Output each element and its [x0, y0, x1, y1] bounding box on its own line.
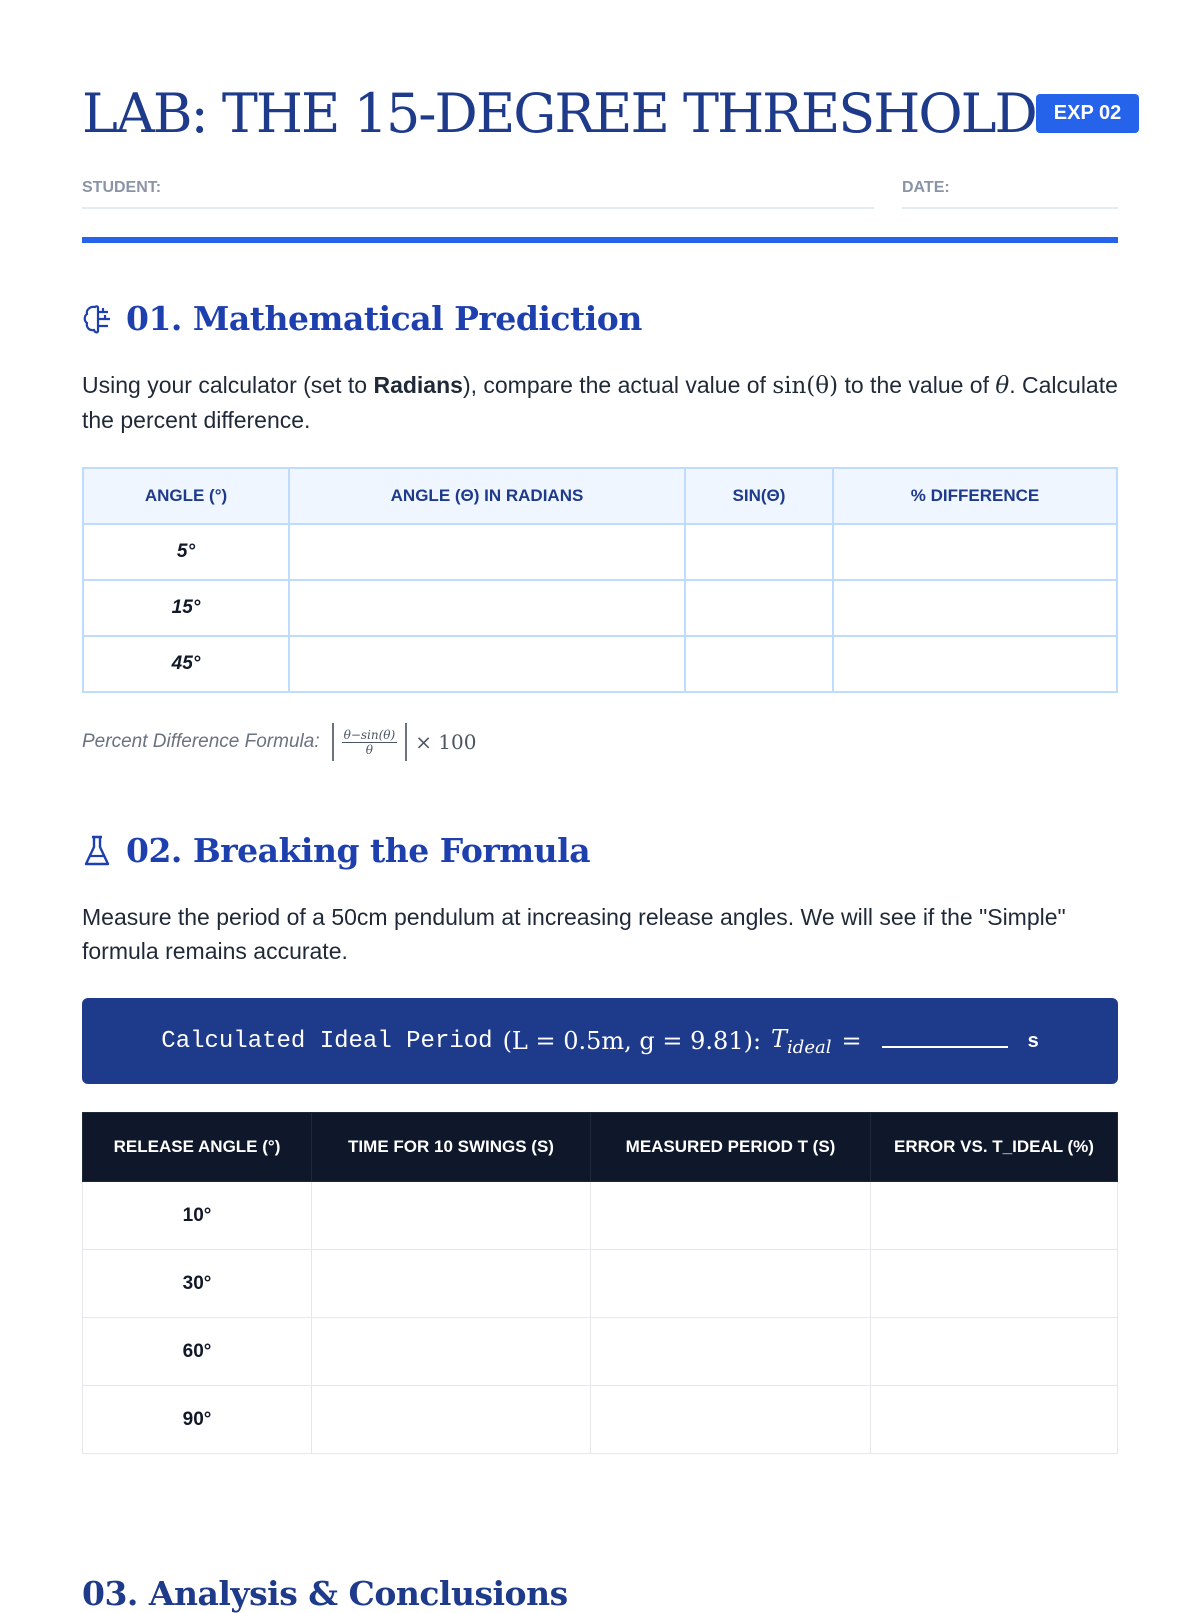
input-cell[interactable]: [289, 580, 685, 636]
input-cell[interactable]: [591, 1250, 871, 1318]
input-cell[interactable]: [591, 1386, 871, 1454]
col-measured-period: MEASURED PERIOD T (S): [591, 1113, 871, 1182]
banner-variable: [771, 1025, 831, 1058]
table-row: [83, 524, 1117, 580]
input-cell[interactable]: [591, 1318, 871, 1386]
table-header-row: [83, 1113, 1118, 1182]
section-3-title: 03. Analysis & Conclusions: [82, 1574, 568, 1613]
formula-abs: [332, 723, 408, 761]
math-theta: θ: [995, 373, 1010, 399]
col-error: ERROR VS. T_IDEAL (%): [871, 1113, 1118, 1182]
prediction-table: [82, 467, 1118, 693]
section-1-intro: [82, 368, 1118, 437]
measurement-table: [82, 1112, 1118, 1454]
student-field[interactable]: STUDENT:: [82, 179, 874, 209]
formula-fraction: [342, 728, 398, 757]
intro-text: to the value of: [838, 372, 996, 398]
angle-cell: 15°: [83, 580, 289, 636]
header-divider: [82, 237, 1118, 243]
input-cell[interactable]: [833, 636, 1117, 692]
section-2-intro: Measure the period of a 50cm pendulum at increasing release angles. We will see if the "Simple" formula remains accurate.: [82, 904, 1066, 964]
input-cell[interactable]: [685, 580, 833, 636]
input-cell[interactable]: [289, 636, 685, 692]
angle-cell: 60°: [83, 1318, 312, 1386]
input-cell[interactable]: [312, 1182, 591, 1250]
col-angle-deg: ANGLE (°): [83, 468, 289, 524]
ideal-period-banner: [82, 998, 1118, 1084]
intro-text: ), compare the actual value of: [462, 372, 773, 398]
formula-label: Percent Difference Formula:: [82, 731, 320, 752]
table-row: [83, 1182, 1118, 1250]
table-row: [83, 1318, 1118, 1386]
ideal-period-blank[interactable]: [882, 1046, 1008, 1048]
angle-cell: 5°: [83, 524, 289, 580]
experiment-badge: EXP 02: [1036, 94, 1139, 133]
section-3-header: [82, 1574, 1118, 1613]
header: [82, 0, 1122, 145]
table-row: [83, 1386, 1118, 1454]
banner-sub: ideal: [787, 1036, 832, 1058]
input-cell[interactable]: [871, 1182, 1118, 1250]
col-angle-rad: ANGLE (Θ) IN RADIANS: [289, 468, 685, 524]
col-release-angle: RELEASE ANGLE (°): [83, 1113, 312, 1182]
input-cell[interactable]: [591, 1182, 871, 1250]
table-row: [83, 636, 1117, 692]
banner-params: (L = 0.5m, g = 9.81):: [502, 1027, 762, 1055]
input-cell[interactable]: [685, 524, 833, 580]
brain-icon: [82, 302, 112, 336]
flask-icon: [82, 834, 112, 868]
input-cell[interactable]: [833, 580, 1117, 636]
col-time-10: TIME FOR 10 SWINGS (S): [312, 1113, 591, 1182]
date-field[interactable]: DATE:: [902, 179, 1118, 209]
banner-equals: =: [841, 1027, 862, 1055]
input-cell[interactable]: [312, 1250, 591, 1318]
table-row: [83, 580, 1117, 636]
intro-text: Using your calculator (set to: [82, 372, 374, 398]
input-cell[interactable]: [685, 636, 833, 692]
banner-label: Calculated Ideal Period: [161, 1027, 493, 1055]
angle-cell: 45°: [83, 636, 289, 692]
formula-denominator: θ: [365, 742, 373, 757]
section-2-header: [82, 831, 1118, 870]
banner-var: T: [771, 1024, 788, 1053]
input-cell[interactable]: [871, 1386, 1118, 1454]
student-info: [82, 179, 1118, 209]
formula-numerator: θ−sin(θ): [343, 727, 396, 742]
banner-unit: s: [1027, 1029, 1039, 1052]
input-cell[interactable]: [833, 524, 1117, 580]
angle-cell: 30°: [83, 1250, 312, 1318]
formula-note: [82, 723, 1118, 761]
math-sin-theta: sin(θ): [772, 373, 839, 399]
page-title: LAB: THE 15-DEGREE THRESHOLD: [82, 82, 1036, 145]
input-cell[interactable]: [289, 524, 685, 580]
table-header-row: [83, 468, 1117, 524]
table-row: [83, 1250, 1118, 1318]
formula-multiplier: × 100: [415, 730, 477, 754]
input-cell[interactable]: [312, 1386, 591, 1454]
section-1-header: [82, 299, 1118, 338]
angle-cell: 90°: [83, 1386, 312, 1454]
intro-text: . Calculate the percent difference.: [82, 372, 1118, 433]
input-cell[interactable]: [871, 1250, 1118, 1318]
intro-bold: Radians: [373, 372, 463, 398]
col-percent-diff: % DIFFERENCE: [833, 468, 1117, 524]
section-1-title: 01. Mathematical Prediction: [126, 299, 642, 338]
col-sin: SIN(Θ): [685, 468, 833, 524]
input-cell[interactable]: [871, 1318, 1118, 1386]
section-2-title: 02. Breaking the Formula: [126, 831, 591, 870]
angle-cell: 10°: [83, 1182, 312, 1250]
input-cell[interactable]: [312, 1318, 591, 1386]
